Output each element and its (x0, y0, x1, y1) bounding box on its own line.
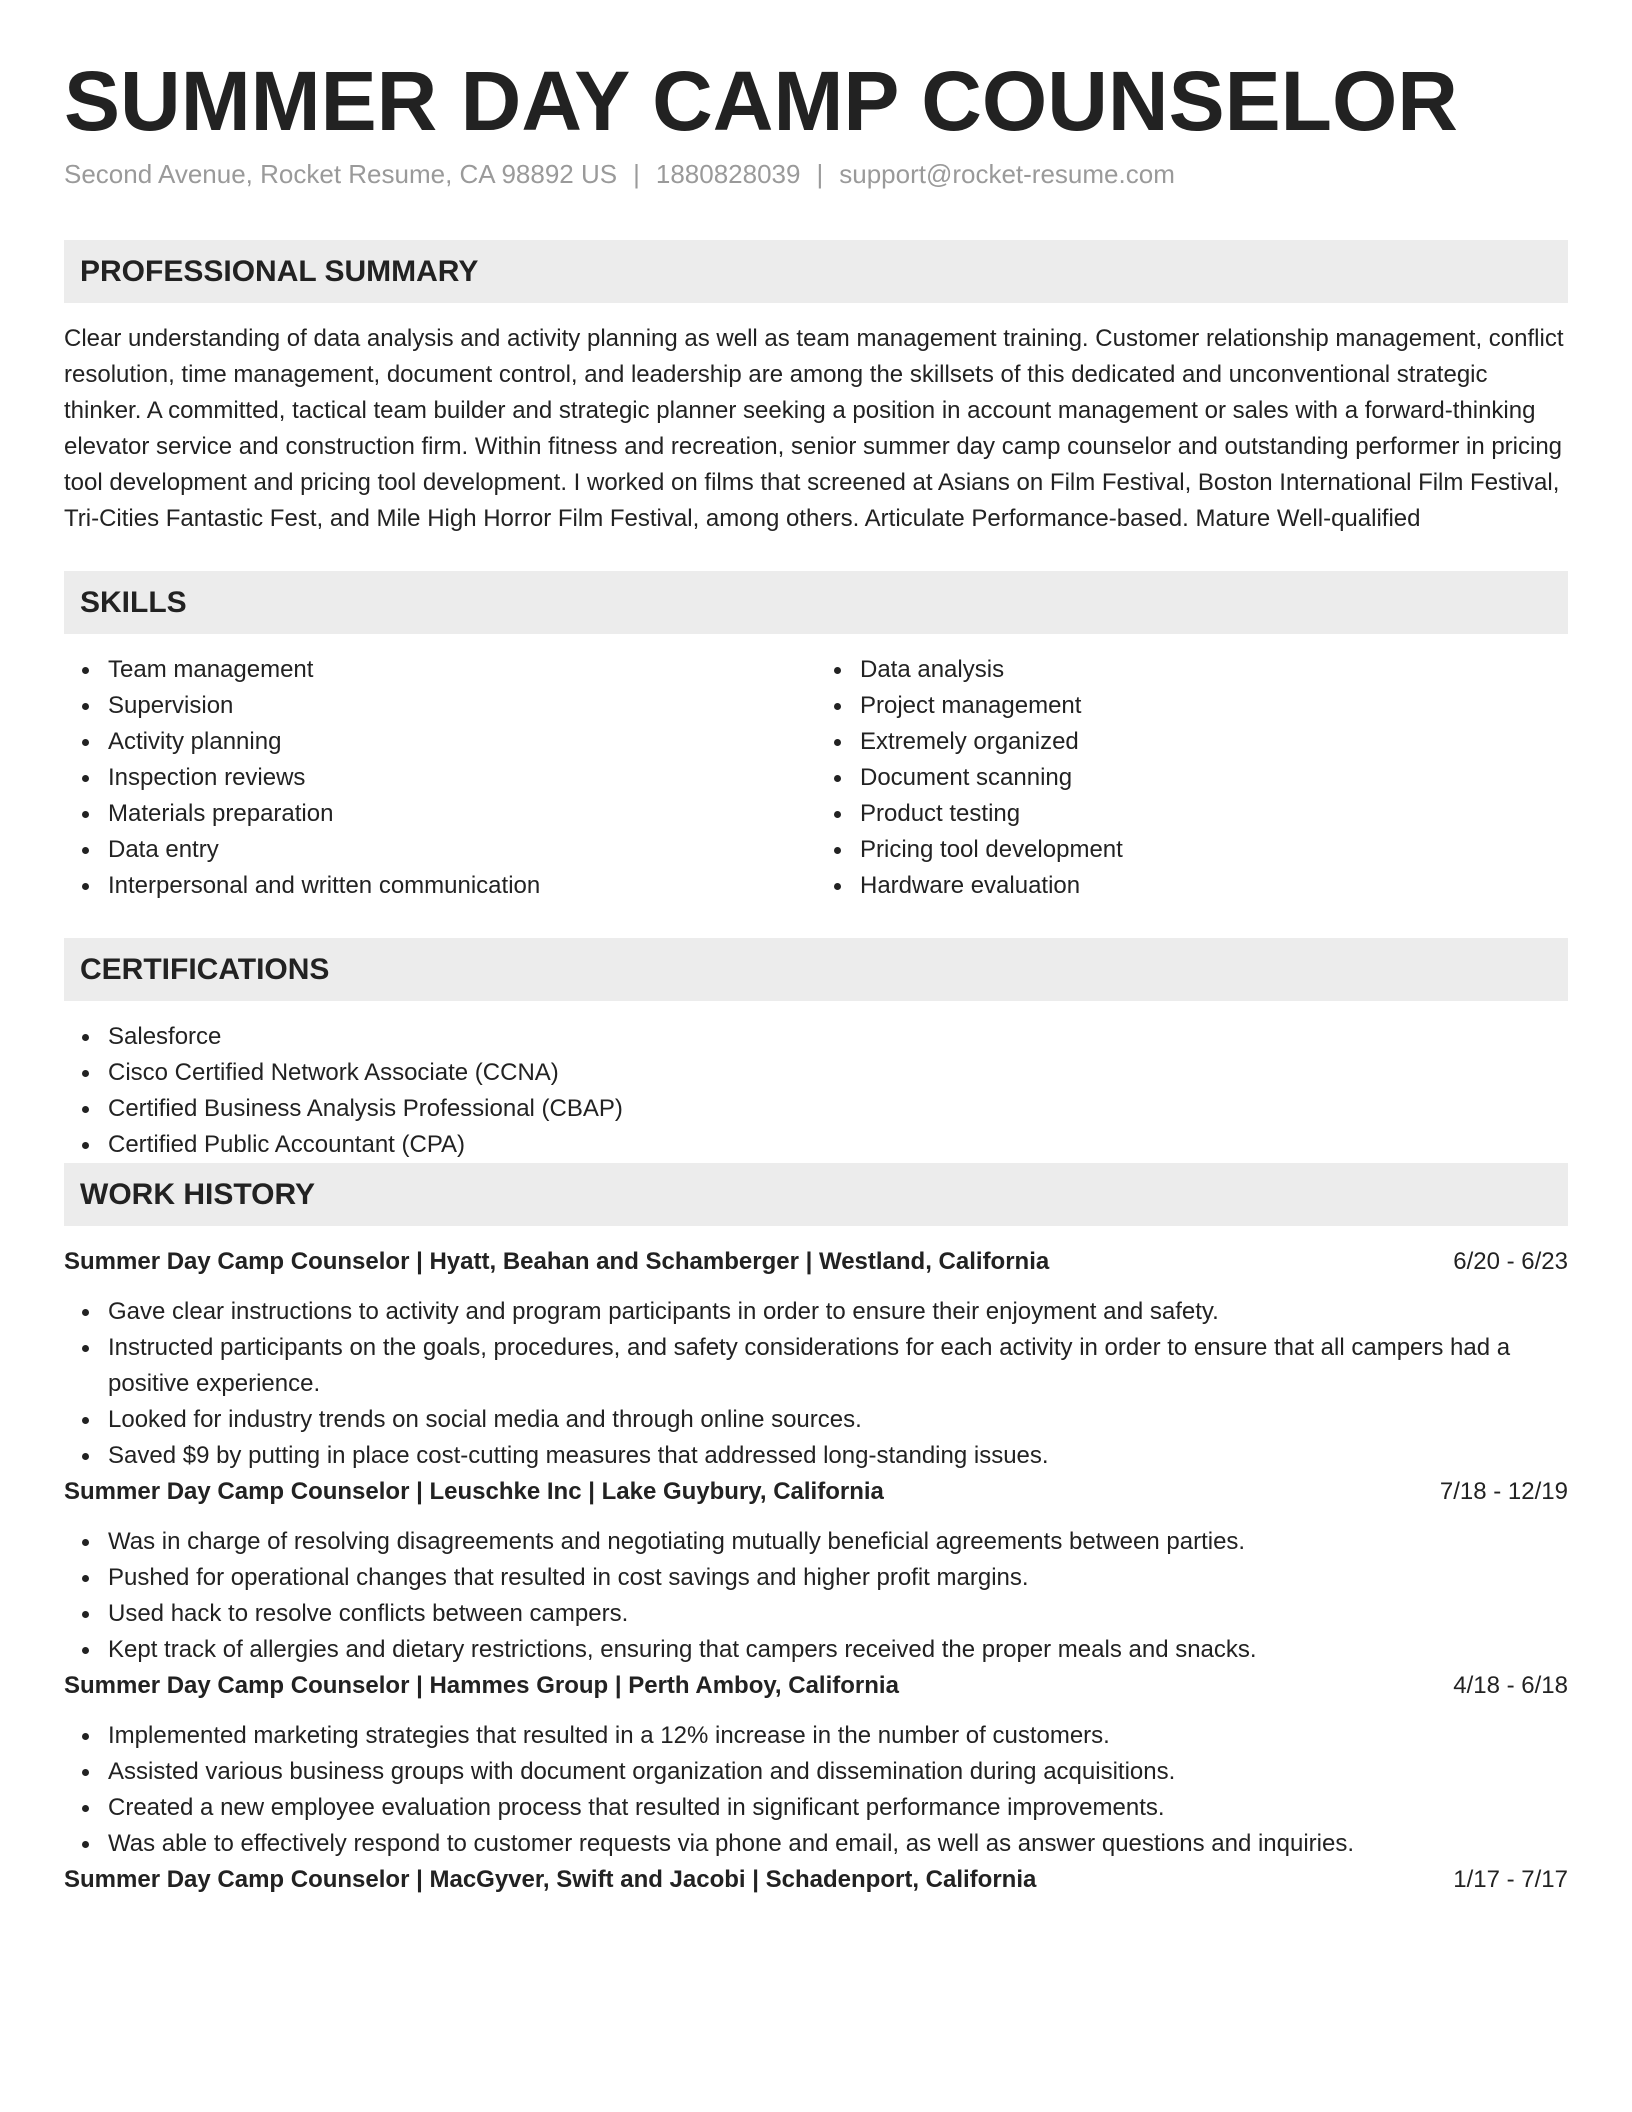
section-heading-certifications: CERTIFICATIONS (64, 938, 1568, 1001)
skill-item: Product testing (860, 796, 1568, 832)
job-header (64, 1244, 1568, 1280)
job-title: Summer Day Camp Counselor | Leuschke Inc | Lake Guybury, California (64, 1477, 884, 1505)
skills-grid (64, 652, 1568, 904)
job-bullets (64, 1718, 1568, 1862)
skill-item: Data entry (108, 832, 816, 868)
skill-item: Data analysis (860, 652, 1568, 688)
job-bullet: Assisted various business groups with document organization and dissemination during acquisitions. (108, 1754, 1568, 1790)
job-header (64, 1862, 1568, 1898)
certification-item: Salesforce (108, 1019, 1568, 1055)
skill-item: Hardware evaluation (860, 868, 1568, 904)
contact-separator: | (633, 158, 640, 189)
skill-item: Team management (108, 652, 816, 688)
job-header (64, 1668, 1568, 1704)
skills-list-right (816, 652, 1568, 904)
job-dates: 4/18 - 6/18 (1453, 1671, 1568, 1699)
certification-item: Certified Business Analysis Professional (CBAP) (108, 1091, 1568, 1127)
skill-item: Document scanning (860, 760, 1568, 796)
skill-item: Extremely organized (860, 724, 1568, 760)
section-heading-summary: PROFESSIONAL SUMMARY (64, 240, 1568, 303)
job-bullet: Created a new employee evaluation process that resulted in significant performance improvements. (108, 1790, 1568, 1826)
resume-name: SUMMER DAY CAMP COUNSELOR (64, 54, 1458, 148)
job-bullet: Was in charge of resolving disagreements and negotiating mutually beneficial agreements between parties. (108, 1524, 1568, 1560)
certification-item: Certified Public Accountant (CPA) (108, 1127, 1568, 1163)
job-dates: 7/18 - 12/19 (1439, 1477, 1568, 1505)
job-bullet: Pushed for operational changes that resulted in cost savings and higher profit margins. (108, 1560, 1568, 1596)
job-bullets (64, 1524, 1568, 1668)
certifications-list (64, 1019, 1568, 1163)
job-bullets (64, 1294, 1568, 1474)
skills-list-left (64, 652, 816, 904)
job-title: Summer Day Camp Counselor | Hammes Group | Perth Amboy, California (64, 1671, 899, 1699)
job-bullet: Gave clear instructions to activity and program participants in order to ensure their enjoyment and safety. (108, 1294, 1568, 1330)
job-entry (64, 1474, 1568, 1668)
job-bullet: Looked for industry trends on social media and through online sources. (108, 1402, 1568, 1438)
skill-item: Interpersonal and written communication (108, 868, 816, 904)
job-title: Summer Day Camp Counselor | Hyatt, Beahan and Schamberger | Westland, California (64, 1247, 1050, 1275)
section-heading-work-history: WORK HISTORY (64, 1163, 1568, 1226)
summary-text: Clear understanding of data analysis and activity planning as well as team management training. Customer relationship management, conflict resolution, time management, document control, and leadership are among the skillsets of this dedicated and unconventional strategic thinker. A committed, tactical team builder and strategic planner seeking a position in account management or sales with a forward-thinking elevator service and construction firm. Within fitness and recreation, senior summer day camp counselor and outstanding performer in pricing tool development and pricing tool development. I worked on films that screened at Asians on Film Festival, Boston International Film Festival, Tri-Cities Fantastic Fest, and Mile High Horror Film Festival, among others. Articulate Performance-based. Mature Well-qualified (64, 324, 1564, 532)
job-bullet: Was able to effectively respond to customer requests via phone and email, as well as answer questions and inquiries. (108, 1826, 1568, 1862)
job-bullet: Kept track of allergies and dietary restrictions, ensuring that campers received the proper meals and snacks. (108, 1632, 1568, 1668)
job-entry (64, 1244, 1568, 1474)
skill-item: Activity planning (108, 724, 816, 760)
job-title: Summer Day Camp Counselor | MacGyver, Swift and Jacobi | Schadenport, California (64, 1865, 1037, 1893)
job-bullet: Implemented marketing strategies that resulted in a 12% increase in the number of customers. (108, 1718, 1568, 1754)
contact-email: support@rocket-resume.com (839, 158, 1175, 189)
contact-separator: | (816, 158, 824, 189)
job-dates: 6/20 - 6/23 (1453, 1247, 1568, 1275)
job-bullet: Instructed participants on the goals, procedures, and safety considerations for each activity in order to ensure that all campers had a positive experience. (108, 1330, 1568, 1402)
skill-item: Project management (860, 688, 1568, 724)
section-heading-skills: SKILLS (64, 571, 1568, 634)
job-dates: 1/17 - 7/17 (1453, 1865, 1568, 1893)
job-bullet: Saved $9 by putting in place cost-cutting measures that addressed long-standing issues. (108, 1438, 1568, 1474)
skill-item: Materials preparation (108, 796, 816, 832)
certification-item: Cisco Certified Network Associate (CCNA) (108, 1055, 1568, 1091)
contact-line (64, 159, 1568, 190)
job-entry (64, 1862, 1568, 1898)
job-entry (64, 1668, 1568, 1862)
contact-phone: 1880828039 (655, 158, 801, 189)
contact-address: Second Avenue, Rocket Resume, CA 98892 US (64, 158, 618, 189)
job-header (64, 1474, 1568, 1510)
skill-item: Supervision (108, 688, 816, 724)
skill-item: Pricing tool development (860, 832, 1568, 868)
job-bullet: Used hack to resolve conflicts between campers. (108, 1596, 1568, 1632)
skill-item: Inspection reviews (108, 760, 816, 796)
